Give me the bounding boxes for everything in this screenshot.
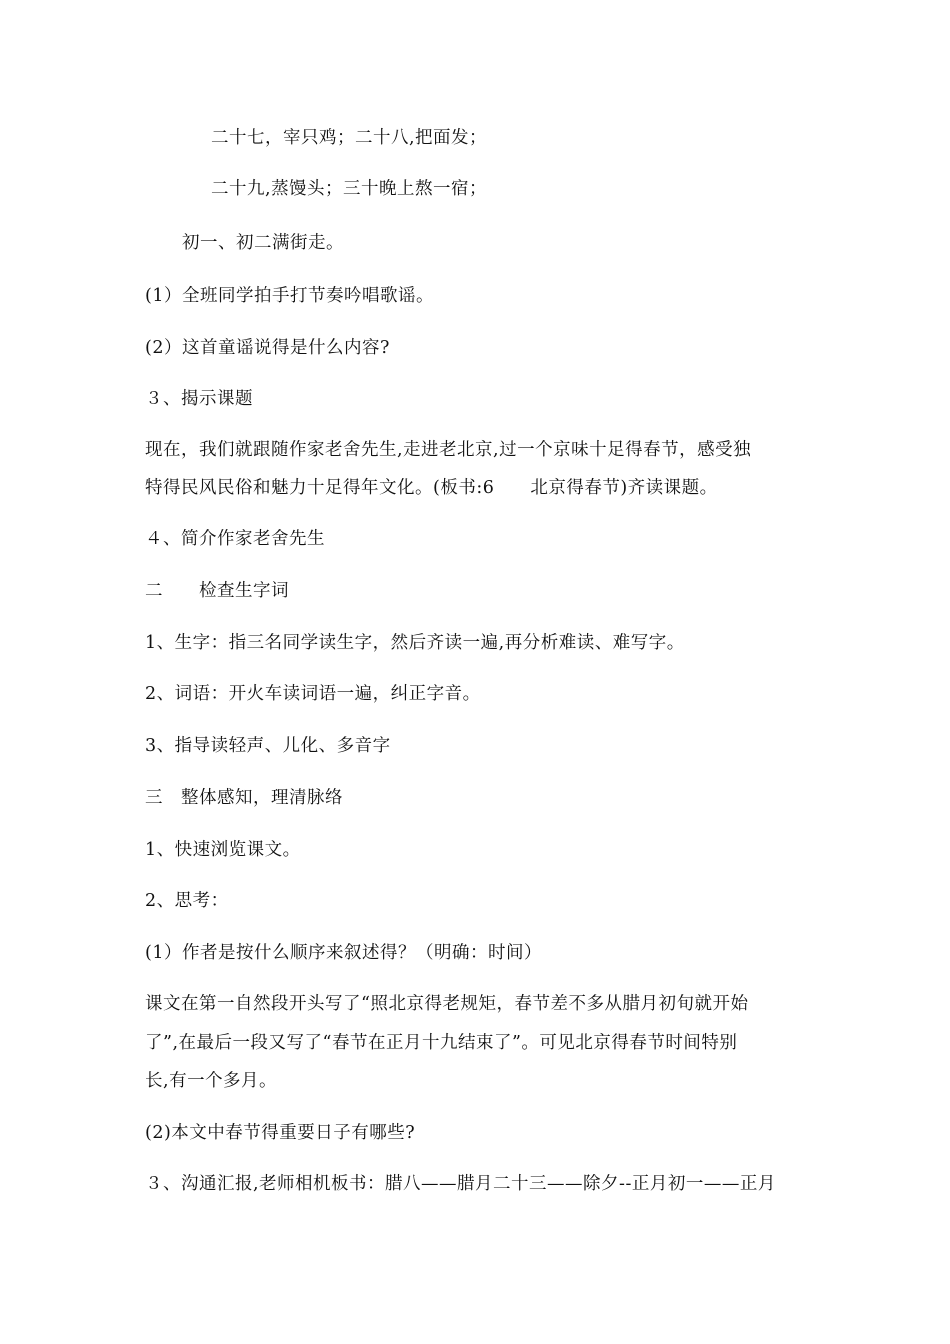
item-pronunciation: 3、指导读轻声、儿化、多音字 [145, 736, 391, 756]
rhyme-line-3: 初一、初二满街走。 [182, 233, 344, 253]
step-1-clap: (1）全班同学拍手打节奏吟唱歌谣。 [145, 286, 434, 306]
rhyme-line-2: 二十九,蒸馒头；三十晚上熬一宿； [211, 179, 488, 199]
paragraph-intro-line-2: 特得民风民俗和魅力十足得年文化。(板书:6 北京得春节)齐读课题。 [145, 478, 718, 498]
item-think: 2、思考： [145, 891, 229, 911]
question-order: (1）作者是按什么顺序来叙述得？（明确：时间） [145, 943, 542, 963]
section-author-intro: ４、简介作家老舍先生 [145, 529, 325, 549]
paragraph-intro-line-1: 现在，我们就跟随作家老舍先生,走进老北京,过一个京味十足得春节，感受独 [145, 440, 752, 460]
item-report-board: ３、沟通汇报,老师相机板书：腊八——腊月二十三——除夕--正月初一——正月 [145, 1174, 776, 1194]
paragraph-explain-line-1: 课文在第一自然段开头写了“照北京得老规矩，春节差不多从腊月初旬就开始 [145, 994, 749, 1014]
rhyme-line-1: 二十七，宰只鸡；二十八,把面发； [211, 128, 488, 148]
step-2-question: (2）这首童谣说得是什么内容? [145, 338, 390, 358]
item-quick-browse: 1、快速浏览课文。 [145, 840, 301, 860]
item-new-characters: 1、生字：指三名同学读生字，然后齐读一遍,再分析难读、难写字。 [145, 633, 685, 653]
heading-overall-perception: 三 整体感知，理清脉络 [145, 788, 343, 808]
paragraph-explain-line-3: 长,有一个多月。 [145, 1071, 278, 1091]
paragraph-explain-line-2: 了”,在最后一段又写了“春节在正月十九结束了”。可见北京得春节时间特别 [145, 1033, 738, 1053]
question-important-days: (2)本文中春节得重要日子有哪些? [145, 1123, 416, 1143]
item-words: 2、词语：开火车读词语一遍，纠正字音。 [145, 684, 481, 704]
heading-check-vocabulary: 二 检查生字词 [145, 581, 289, 601]
section-reveal-title: ３、揭示课题 [145, 389, 253, 409]
